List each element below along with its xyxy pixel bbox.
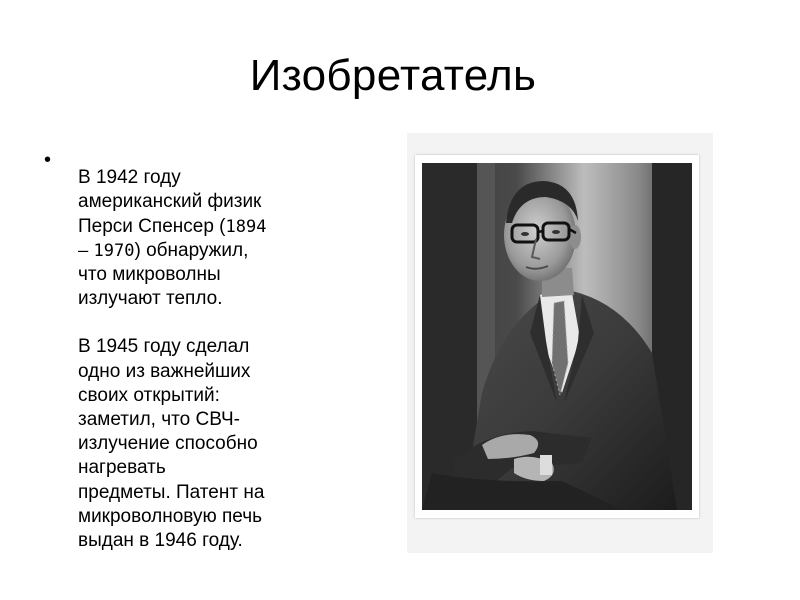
paragraph-1-start: В 1942 году американский физик Перси Спенсер (	[78, 167, 262, 237]
paragraph-2: В 1945 году сделал одно из важнейших своих открытий: заметил, что СВЧ- излучение способно нагревать предметы. Патент на микроволновую печь выдан в 1946 году.	[78, 336, 265, 552]
year-dash: –	[78, 240, 89, 261]
slide-title: Изобретатель	[249, 51, 537, 100]
bullet-text	[78, 142, 328, 577]
paragraph-1-end: ) обнаружил, что микроволны излучают тепло.	[78, 239, 249, 310]
birth-year: 1894	[225, 216, 267, 237]
death-year: 1970	[93, 240, 135, 261]
portrait-illustration	[422, 163, 692, 510]
portrait-photo	[422, 163, 692, 510]
bullet-dot-icon: •	[44, 149, 52, 171]
